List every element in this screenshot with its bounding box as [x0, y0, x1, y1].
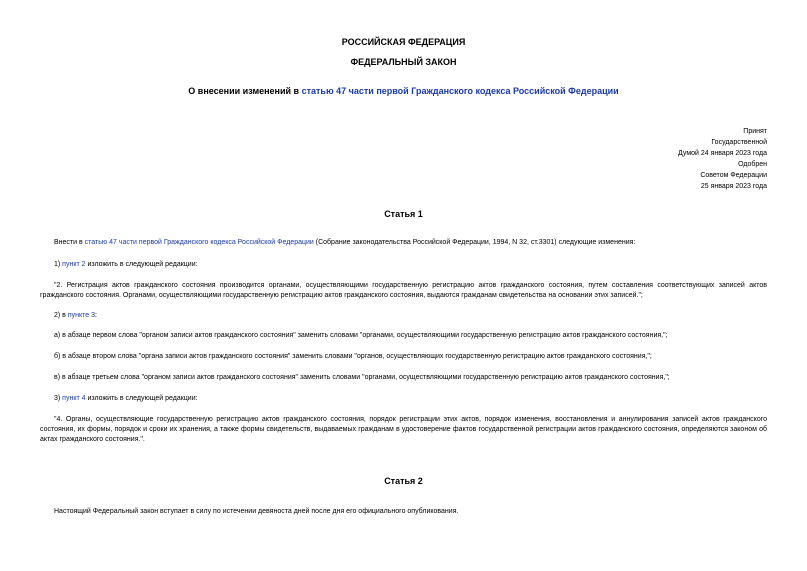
item-3-suffix: изложить в следующей редакции:	[85, 395, 198, 402]
item-3	[40, 394, 781, 404]
adoption-line: Советом Федерации	[700, 172, 767, 179]
law-title-prefix: О внесении изменений в	[188, 86, 302, 96]
adoption-line: Думой 24 января 2023 года	[678, 150, 767, 157]
item-3-link[interactable]: пункт 4	[62, 395, 86, 402]
adoption-line: Государственной	[711, 139, 767, 146]
item-1-link[interactable]: пункт 2	[62, 261, 86, 268]
article-1-heading: Статья 1	[384, 209, 423, 219]
adoption-block	[607, 126, 767, 192]
sub-item-a: а) в абзаце первом слова "органом записи актов гражданского состояния" заменить словами "органами, осуществляющими государственную регистрацию актов гражданского состояния,";	[54, 332, 668, 339]
intro-suffix: (Собрание законодательства Российской Федерации, 1994, N 32, ст.3301) следующие изменения:	[313, 239, 636, 246]
item-2-prefix: 2) в	[54, 312, 68, 319]
law-title-link[interactable]: статью 47 части первой Гражданского кодекса Российской Федерации	[301, 86, 619, 96]
sub-item-b: б) в абзаце втором слова "органа записи актов гражданского состояния" заменить словами "органов, осуществляющих государственную регистрацию актов гражданского состояния,";	[54, 353, 652, 360]
article-1-intro	[40, 238, 781, 248]
country-heading: РОССИЙСКАЯ ФЕДЕРАЦИЯ	[341, 37, 466, 47]
law-title	[40, 86, 767, 96]
article-2-heading: Статья 2	[384, 476, 423, 486]
quote-point-4: "4. Органы, осуществляющие государственную регистрацию актов гражданского состояния, порядок регистрации этих актов, порядок изменения, восстановления и аннулирования записей актов гражданского состояния, их формы, порядок и сроки их хранения, а также формы свидетельств, выдаваемых гражданам в удостоверение фактов государственной регистрации актов гражданского состояния, определяются законом об актах гражданского состояния.".	[40, 416, 767, 443]
item-1-suffix: изложить в следующей редакции:	[85, 261, 198, 268]
quote-point-2: "2. Регистрация актов гражданского состояния производится органами, осуществляющими государственную регистрацию актов гражданского состояния, путем составления соответствующих записей актов гражданского состояния. Органами, осуществляющими государственную регистрацию актов гражданского состояния, выдаются гражданам свидетельства на основании этих записей.";	[40, 282, 767, 299]
item-3-prefix: 3)	[54, 395, 63, 402]
article-2-text: Настоящий Федеральный закон вступает в силу по истечении девяноста дней после дня его официального опубликования.	[54, 508, 459, 515]
item-1	[40, 260, 781, 270]
adoption-line: Одобрен	[738, 161, 767, 168]
law-type-heading: ФЕДЕРАЛЬНЫЙ ЗАКОН	[350, 57, 457, 67]
item-1-prefix: 1)	[54, 261, 63, 268]
intro-link[interactable]: статью 47 части первой Гражданского кодекса Российской Федерации	[84, 239, 314, 246]
sub-item-c: в) в абзаце третьем слова "органом записи актов гражданского состояния" заменить словами "органами, осуществляющими государственную регистрацию актов гражданского состояния,";	[54, 374, 670, 381]
item-2-link[interactable]: пункте 3	[67, 312, 95, 319]
intro-prefix: Внести в	[54, 239, 85, 246]
item-2-suffix: :	[95, 312, 97, 319]
adoption-line: 25 января 2023 года	[700, 183, 767, 190]
item-2	[40, 311, 781, 321]
adoption-line: Принят	[743, 128, 767, 135]
